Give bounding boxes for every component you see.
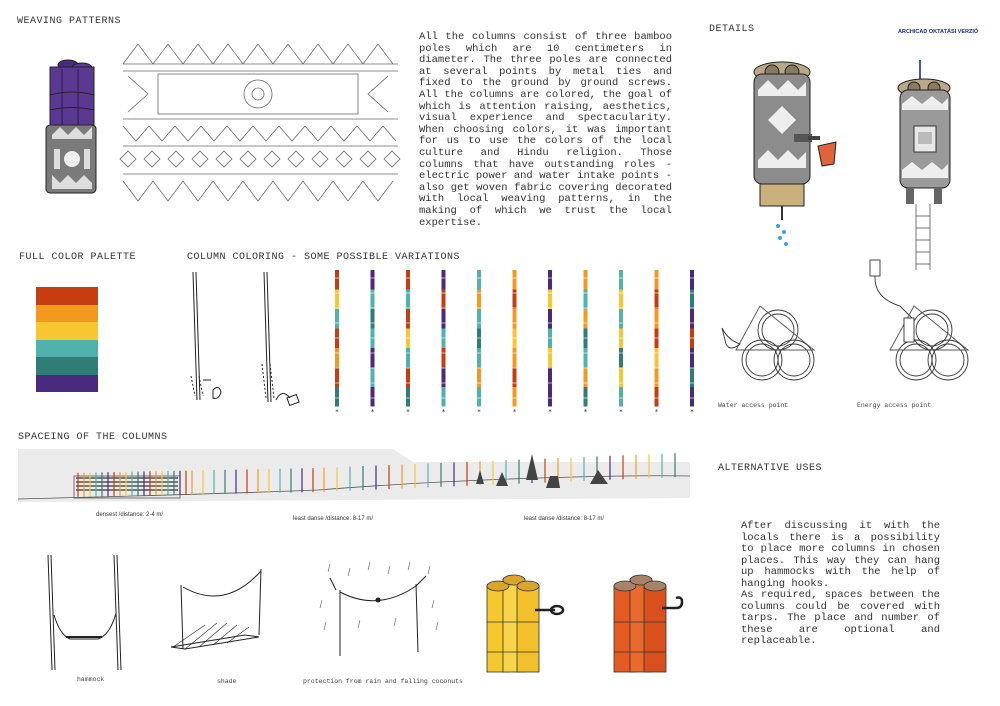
alternative-uses-heading: ALTERNATIVE USES	[718, 463, 823, 474]
column-foot-marker: *	[512, 408, 517, 416]
column-segment	[690, 368, 694, 388]
column-foot-marker: *	[335, 408, 339, 416]
column-section-energy	[258, 272, 308, 412]
palette-swatch-orange	[36, 305, 98, 323]
archicad-watermark: ARCHICAD OKTATÁSI VERZIÓ	[898, 29, 979, 35]
column-segment	[619, 348, 623, 368]
least-danse-label-2: least danse /distance: 8-17 m/	[524, 516, 605, 522]
column-segment	[406, 309, 410, 329]
water-access-caption: Water access point	[718, 402, 789, 409]
column-foot-marker: *	[690, 408, 694, 416]
column-foot-marker: *	[370, 408, 375, 416]
column-segment	[477, 368, 481, 388]
column-segment	[477, 270, 481, 290]
column-segment	[619, 270, 623, 290]
column-segment	[442, 387, 446, 407]
column-segment	[619, 368, 623, 388]
protection-sketch	[300, 560, 450, 670]
densest-label: densest /distance: 2-4 m/	[96, 512, 164, 518]
column-foot-marker: *	[548, 408, 552, 416]
column-segment	[655, 290, 659, 310]
column-variation	[548, 270, 552, 416]
column-segment	[619, 387, 623, 407]
details-heading: DETAILS	[709, 24, 755, 35]
energy-access-plan	[860, 258, 980, 388]
column-variation	[442, 270, 446, 416]
weaving-patterns-heading: WEAVING PATTERNS	[17, 16, 122, 27]
column-segment	[584, 348, 588, 368]
spacing-heading: SPACEING OF THE COLUMNS	[18, 432, 168, 443]
column-segment	[690, 270, 694, 290]
alternative-uses-paragraph-2: As required, spaces between the columns could be covered with tarps. The place and number of these are optional and replaceable.	[741, 589, 940, 648]
energy-column-detail	[892, 60, 972, 270]
column-segment	[513, 387, 517, 407]
column-segment	[655, 270, 659, 290]
hammock-sketch	[40, 555, 130, 675]
column-variation	[513, 270, 517, 416]
column-segment	[406, 348, 410, 368]
column-segment	[371, 290, 375, 310]
column-segment	[442, 309, 446, 329]
shade-sketch	[165, 565, 275, 665]
column-segment	[371, 368, 375, 388]
column-segment	[690, 309, 694, 329]
orange-column-hook	[610, 572, 690, 677]
column-variation	[584, 270, 588, 416]
column-segment	[477, 309, 481, 329]
column-segment	[335, 309, 339, 329]
column-segment	[335, 290, 339, 310]
column-foot-marker: *	[441, 408, 446, 416]
column-segment	[335, 348, 339, 368]
column-segment	[406, 270, 410, 290]
column-segment	[477, 290, 481, 310]
column-segment	[655, 387, 659, 407]
column-segment	[371, 348, 375, 368]
column-segment	[548, 290, 552, 310]
column-segment	[584, 270, 588, 290]
column-segment	[584, 290, 588, 310]
column-coloring-variations	[330, 270, 694, 420]
column-segment	[477, 348, 481, 368]
column-segment	[442, 270, 446, 290]
shade-caption: shade	[217, 678, 237, 685]
column-foot-marker: *	[477, 408, 481, 416]
column-segment	[371, 270, 375, 290]
palette-swatch-turquoise	[36, 340, 98, 358]
palette-swatch-purple	[36, 375, 98, 393]
column-foot-marker: *	[619, 408, 623, 416]
column-segment	[655, 309, 659, 329]
description-paragraph: All the columns consist of three bamboo poles which are 10 centimeters in diameter. The three poles are connected at several points by metal ties and fixed to the ground by ground screws. All the columns are colored, the goal of which is attention raising, aesthetics, visual experience and spectacularity. When choosing colors, it was important for us to use the colors of the local culture and Hindu religion. Those columns that have outstanding roles - electric power and water intake points - also get woven fabric covering decorated with local weaving patterns, in the making of which we trust the local expertise.	[419, 31, 672, 229]
column-segment	[513, 348, 517, 368]
column-section-water	[185, 272, 235, 412]
column-segment	[655, 348, 659, 368]
column-segment	[619, 290, 623, 310]
column-segment	[442, 368, 446, 388]
column-coloring-heading: COLUMN COLORING - SOME POSSIBLE VARIATIONS	[187, 252, 461, 263]
palette-swatch-teal	[36, 357, 98, 375]
least-danse-label-1: least danse /distance: 8-17 m/	[293, 516, 374, 522]
column-segment	[371, 309, 375, 329]
column-segment	[406, 368, 410, 388]
column-variation	[406, 270, 410, 416]
column-segment	[584, 368, 588, 388]
energy-access-caption: Energy access point	[857, 402, 932, 409]
column-segment	[548, 270, 552, 290]
palette-swatch-red	[36, 287, 98, 305]
column-segment	[619, 309, 623, 329]
column-segment	[548, 348, 552, 368]
column-variation	[655, 270, 659, 416]
alternative-uses-paragraph-1: After discussing it with the locals there is a possibility to place more columns in chosen places. This way they can hang up hammocks with the help of hanging hooks.	[741, 520, 940, 590]
woven-column-illustration	[40, 55, 105, 205]
column-segment	[371, 387, 375, 407]
column-segment	[584, 387, 588, 407]
spacing-elevation	[18, 444, 690, 506]
column-segment	[513, 309, 517, 329]
column-segment	[655, 368, 659, 388]
column-segment	[584, 309, 588, 329]
water-column-detail	[740, 60, 850, 250]
column-foot-marker: *	[654, 408, 659, 416]
column-segment	[406, 387, 410, 407]
yellow-column-hook	[483, 572, 568, 677]
hammock-caption: hammock	[77, 676, 105, 683]
column-segment	[406, 290, 410, 310]
column-segment	[513, 290, 517, 310]
column-segment	[548, 309, 552, 329]
column-foot-marker: *	[406, 408, 410, 416]
water-access-plan	[718, 300, 838, 390]
column-segment	[513, 270, 517, 290]
column-variation	[690, 270, 694, 416]
column-segment	[548, 368, 552, 388]
column-variation	[371, 270, 375, 416]
palette-swatch-yellow	[36, 322, 98, 340]
column-segment	[335, 270, 339, 290]
column-segment	[690, 290, 694, 310]
column-segment	[442, 348, 446, 368]
column-segment	[442, 290, 446, 310]
column-segment	[548, 387, 552, 407]
column-segment	[690, 387, 694, 407]
column-segment	[690, 348, 694, 368]
protection-caption: protection from rain and falling coconuts	[303, 678, 463, 685]
column-segment	[513, 368, 517, 388]
column-foot-marker: *	[583, 408, 588, 416]
weaving-pattern-drawing	[118, 36, 404, 206]
column-segment	[477, 387, 481, 407]
column-variation	[335, 270, 339, 416]
column-segment	[335, 387, 339, 407]
column-variation	[477, 270, 481, 416]
palette-heading: FULL COLOR PALETTE	[19, 252, 137, 263]
column-variation	[619, 270, 623, 416]
column-segment	[335, 368, 339, 388]
